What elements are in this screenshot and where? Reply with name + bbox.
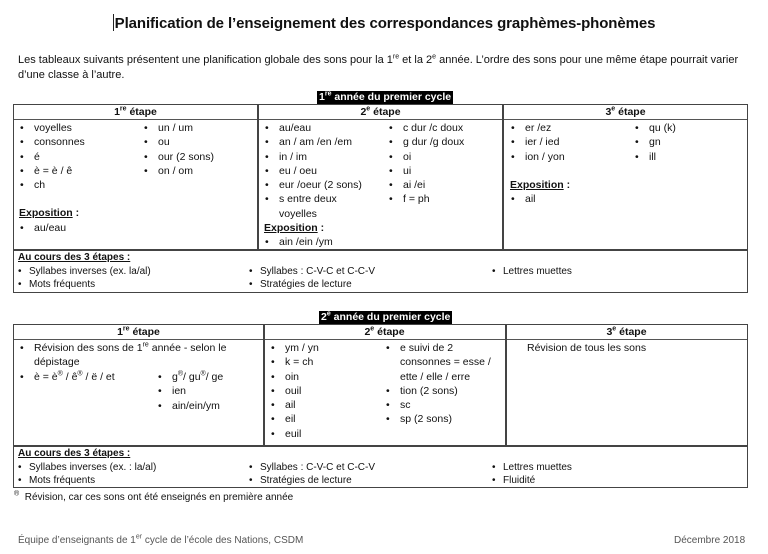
- list-item: • consonnes: [19, 135, 139, 149]
- list-item: • ien: [157, 384, 257, 398]
- divider: [502, 105, 504, 250]
- divider: [257, 105, 259, 250]
- list-item: • an / am /en /em: [264, 135, 386, 149]
- during-col1: [18, 461, 156, 488]
- list-item: • on / om: [143, 164, 253, 178]
- list-item: • au/eau: [264, 121, 386, 135]
- list-item: • oin: [270, 370, 380, 384]
- list-item: • e suivi de 2 consonnes = esse / ette / elle / erre: [385, 341, 503, 384]
- list-item: • our (2 sons): [143, 150, 253, 164]
- during-col2: [249, 461, 375, 488]
- year1-header-etape3: 3e étape: [504, 105, 747, 120]
- year1-table: [13, 104, 748, 293]
- year2-header-etape2: 2e étape: [264, 325, 505, 340]
- registered-symbol: ®: [14, 490, 20, 498]
- list-item: • Mots fréquents: [18, 278, 151, 292]
- list-item: • euil: [270, 427, 380, 441]
- year1-etape1-col2: [143, 121, 253, 178]
- list-item: • er /ez: [510, 121, 630, 135]
- year2-header-etape3: 3e étape: [506, 325, 747, 340]
- list-item: • un / um: [143, 121, 253, 135]
- year2-during-section: [18, 447, 743, 487]
- exposition-label: Exposition :: [19, 207, 80, 220]
- year1-header-etape2: 2e étape: [258, 105, 503, 120]
- year1-etape1-col1: [19, 121, 139, 235]
- during-title: Au cours des 3 étapes :: [18, 448, 131, 459]
- list-item: • ail: [510, 192, 630, 206]
- list-item: • au/eau: [19, 221, 139, 235]
- list-item: • ier / ied: [510, 135, 630, 149]
- list-item: • s entre deux voyelles: [264, 192, 374, 221]
- divider: [505, 325, 507, 446]
- during-col3: [492, 265, 572, 279]
- list-item: • voyelles: [19, 121, 139, 135]
- year1-header-etape1: 1re étape: [14, 105, 257, 120]
- year2-etape1-cell: [19, 341, 259, 412]
- year1-etape2-col2: [388, 121, 498, 207]
- year1-etape3-col2: [634, 121, 744, 164]
- year1-banner: 1re année du premier cycle: [319, 90, 452, 103]
- list-item: • Révision des sons de 1re année - selon le dépistage: [19, 341, 249, 370]
- list-item: • è = è® / ê® / ë / et: [19, 370, 154, 384]
- year1-during-section: [18, 251, 743, 291]
- list-item: • Stratégies de lecture: [249, 474, 375, 488]
- year2-header-etape1: 1re étape: [14, 325, 263, 340]
- list-item: • ai /ei: [388, 178, 498, 192]
- exposition-label: Exposition :: [264, 222, 325, 235]
- list-item: • in / im: [264, 150, 386, 164]
- footer-credit: Équipe d’enseignants de 1er cycle de l’école des Nations, CSDM: [18, 533, 304, 546]
- list-item: • eu / oeu: [264, 164, 386, 178]
- during-col2: [249, 265, 375, 292]
- year2-etape2-col2: [385, 341, 503, 427]
- list-item: • gn: [634, 135, 744, 149]
- list-item: • k = ch: [270, 355, 380, 369]
- during-col1: [18, 265, 151, 292]
- text-cursor: [113, 14, 114, 31]
- list-item: • sc: [385, 398, 503, 412]
- list-item: • sp (2 sons): [385, 412, 503, 426]
- year2-banner: 2e année du premier cycle: [321, 310, 451, 323]
- list-item: • é: [19, 150, 139, 164]
- list-item: • ain /ein /ym: [264, 235, 386, 249]
- year2-etape3-cell: [527, 341, 742, 355]
- list-item: • ail: [270, 398, 380, 412]
- list-item: • è = è / ê: [19, 164, 139, 178]
- year2-etape1-col2: [157, 370, 257, 413]
- list-item: • Syllabes inverses (ex. la/al): [18, 265, 151, 279]
- footer-date: Décembre 2018: [674, 535, 746, 546]
- divider: [263, 325, 265, 446]
- list-item: • Syllabes inverses (ex. : la/al): [18, 461, 156, 475]
- list-item: • ain/ein/ym: [157, 399, 257, 413]
- list-item: • qu (k): [634, 121, 744, 135]
- list-item: • f = ph: [388, 192, 498, 206]
- list-item: • Mots fréquents: [18, 474, 156, 488]
- list-item: • g dur /g doux: [388, 135, 498, 149]
- etape3-text: Révision de tous les sons: [527, 342, 647, 354]
- list-item: • ou: [143, 135, 253, 149]
- year2-etape2-col1: [270, 341, 380, 441]
- year2-etape1-col1: [19, 370, 154, 384]
- during-title: Au cours des 3 étapes :: [18, 252, 131, 263]
- year1-etape2-col1: [264, 121, 386, 250]
- list-item: • Lettres muettes: [492, 265, 572, 279]
- year2-table: [13, 324, 748, 488]
- intro-paragraph: Les tableaux suivants présentent une planification globale des sons pour la 1re et la 2e année. L’ordre des sons pour une même étape pourrait varier d’une classe à l’autre.: [18, 53, 739, 81]
- list-item: • ill: [634, 150, 744, 164]
- list-item: • oi: [388, 150, 498, 164]
- list-item: • ym / yn: [270, 341, 380, 355]
- list-item: • Lettres muettes: [492, 461, 572, 475]
- list-item: • Syllabes : C-V-C et C-C-V: [249, 461, 375, 475]
- list-item: • tion (2 sons): [385, 384, 503, 398]
- during-col3: [492, 461, 572, 488]
- list-item: • eur /oeur (2 sons): [264, 178, 386, 192]
- list-item: • ch: [19, 178, 139, 192]
- footnote: ® Révision, car ces sons ont été enseignés en première année: [14, 490, 294, 503]
- list-item: • ion / yon: [510, 150, 630, 164]
- year1-etape3-col1: [510, 121, 630, 206]
- list-item: • Syllabes : C-V-C et C-C-V: [249, 265, 375, 279]
- list-item: • g®/ gu®/ ge: [157, 370, 257, 384]
- list-item: • ui: [388, 164, 498, 178]
- page-title: Planification de l’enseignement des correspondances graphèmes-phonèmes: [114, 15, 656, 32]
- list-item: • eil: [270, 412, 380, 426]
- list-item: • Fluidité: [492, 474, 572, 488]
- exposition-label: Exposition :: [510, 178, 571, 191]
- list-item: • c dur /c doux: [388, 121, 498, 135]
- list-item: • Stratégies de lecture: [249, 278, 375, 292]
- list-item: • ouil: [270, 384, 380, 398]
